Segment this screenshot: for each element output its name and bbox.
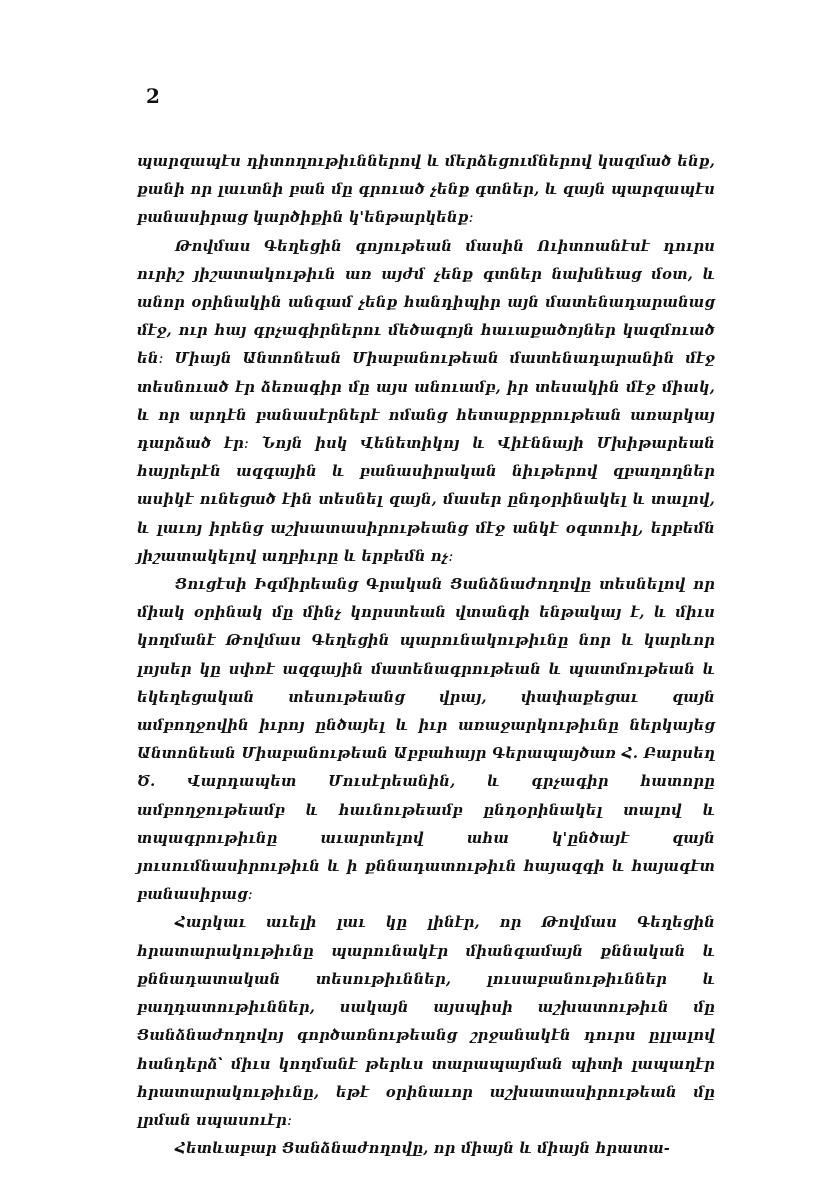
paragraph-2: Թովմաս Գեղեցին գոյութեան մասին Ուիտոանէսէ դուրս ուրիշ յիշատակութիւն առ այժմ չենք գտներ նախնեաց մօտ, և անոր օրինակին անգամ չենք հանդիպիր այն մատենադարանաց մէջ, ուր հայ գրչագիրներու մեծագոյն հաւաքածոյներ կազմուած են։ Միայն Անտոնեան Միաբանութեան մատենադարանին մէջ տեսնուած էր ձեռագիր մը այս անուամբ, իր տեսակին մէջ միակ, և որ արդէն բանասէրներէ ոմանց հետաքրքրութեան առարկայ դարձած էր։ Նոյն իսկ Վենետիկոյ և Վիէննայի Մխիթարեան հայրերէն ազգային և բանասիրական նիւթերով զբաղողներ ասիկէ ունեցած էին տեսնել զայն, մասեր ընդօրինակել և տալով, և լաւոյ իրենց աշխատասիրութեանց մէջ անկէ օգտուիլ, երբեմն յիշատակելով աղբիւրը և երբեմն ոչ։ (137, 237, 715, 565)
paragraph-4: Հարկաւ աւելի լաւ կը լինէր, որ Թովմաս Գեղեցին հրատարակութիւնը պարունակէր միանգամայն քննական և քննադատական տեսութիւններ, լուսաբանութիւններ և բաղդատութիւններ, սակայն այսպիսի աշխատութիւն մը Ցանձնաժողովոյ գործառնութեանց շրջանակէն դուրս ըլլալով հանդերձ՝ միւս կողմանէ թերևս տարապայման պիտի լապաղէր հրատարակութիւնը, եթէ օրինաւոր աշխատասիրութեան մը լրման սպասուէր։ (137, 914, 715, 1129)
body-text (137, 148, 715, 1163)
paragraph-5: Հետևաբար Ցանձնաժողովը, որ միայն և միայն հրատա- (175, 1140, 671, 1158)
page-number: 2 (146, 84, 160, 108)
paragraph-3: Ցուցէսի Իգմիրեանց Գրական Ցանձնաժողովը տեսնելով որ միակ օրինակ մը մինչ կորստեան վտանգի ենթակայ է, և միւս կողմանէ Թովմաս Գեղեցին պարունակութիւնը նոր և կարևոր լոյսեր կը սփռէ ազգային մատենագրութեան և պատմութեան և եկեղեցական տեսութեանց վրայ, փափաքեցաւ զայն ամբողջովին իւրոյ ընծայել և իւր առաջարկութիւնը ներկայեց Անտոնեան Միաբանութեան Աբբահայր Գերապայծառ Հ. Բարսեղ Ծ. Վարդապետ Մուսէրեանին, և գրչագիր հատորը ամբողջութեամբ և հաւնութեամբ ընդօրինակել տալով և տպագրութիւնը աւարտելով ահա կ'ընծայէ զայն յուսումնասիրութիւն և ի քննադատութիւն հայազգի և հայագէտ բանասիրաց։ (137, 576, 715, 904)
paragraph-1: պարզապէս դիտողութիւններով և մերձեցումներով կազմած ենք, քանի որ լաւտնի բան մը գրուած չենք գտներ, և զայն պարզապէս բանասիրաց կարծիքին կ'ենթարկենք։ (137, 153, 715, 227)
